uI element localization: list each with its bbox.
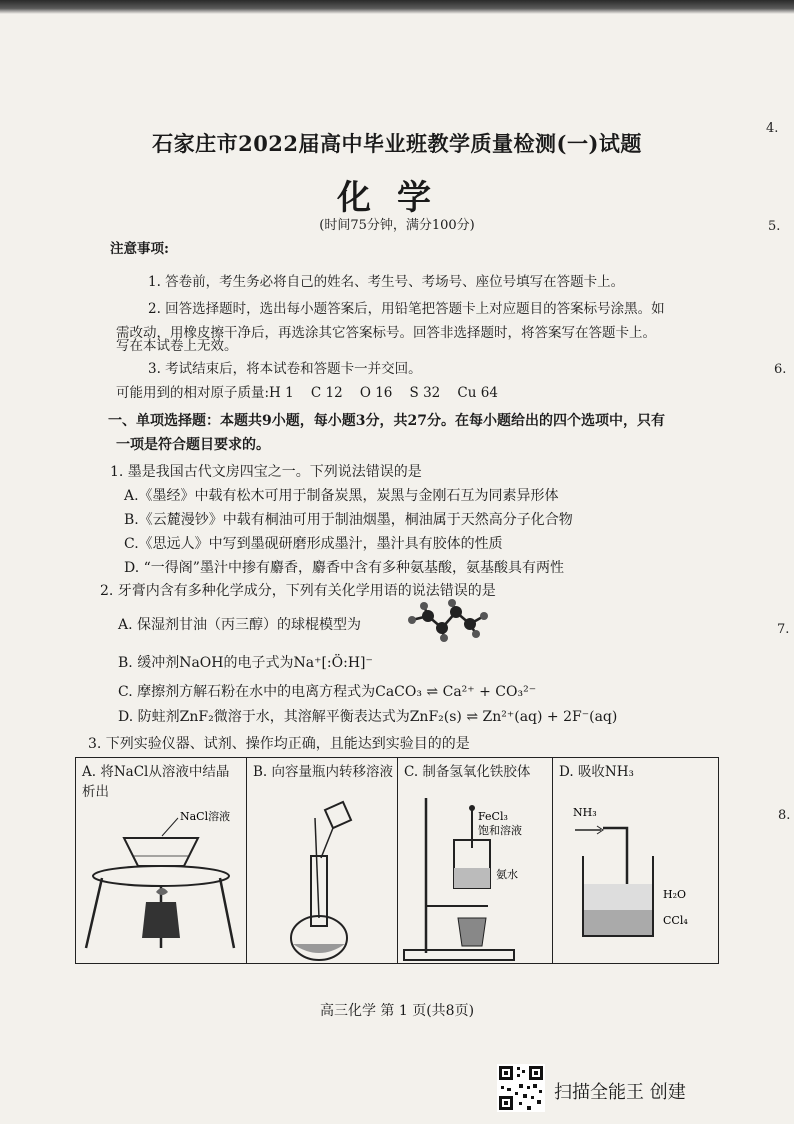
q2-stem: 2. 牙膏内含有多种化学成分，下列有关化学用语的说法错误的是: [100, 583, 496, 599]
q1-option-c: C.《思远人》中写到墨砚研磨形成墨汁，墨汁具有胶体的性质: [124, 536, 503, 552]
experiment-table: [75, 757, 719, 964]
water-label: H₂O: [663, 888, 687, 901]
experiment-d-label: D. 吸收NH₃: [559, 764, 634, 780]
q3-stem: 3. 下列实验仪器、试剂、操作均正确，且能达到实验目的的是: [88, 736, 470, 752]
notice-item-1: 1. 答卷前，考生务必将自己的姓名、考生号、考场号、座位号填写在答题卡上。: [148, 274, 625, 290]
glycerol-ball-stick-model: [398, 598, 494, 644]
q2-option-b: B. 缓冲剂NaOH的电子式为Na⁺[:Ö:H]⁻: [118, 655, 373, 671]
q2-option-d: D. 防蛀剂ZnF₂微溶于水，其溶解平衡表达式为ZnF₂(s) ⇌ Zn²⁺(aq) + 2F⁻(aq): [118, 709, 618, 725]
q1-option-a: A.《墨经》中载有松木可用于制备炭黑，炭黑与金刚石互为同素异形体: [124, 488, 559, 504]
qr-code-icon: [497, 1064, 545, 1112]
notice-item-3: 3. 考试结束后，将本试卷和答题卡一并交回。: [148, 361, 422, 377]
fecl3-label: FeCl₃: [478, 810, 508, 823]
saturated-solution-label: 饱和溶液: [478, 824, 522, 837]
ccl4-label: CCl₄: [663, 914, 688, 927]
experiment-a-label: A. 将NaCl从溶液中结晶析出: [82, 764, 230, 800]
q1-option-d: D. “一得阁”墨汁中掺有麝香，麝香中含有多种氨基酸，氨基酸具有两性: [124, 560, 564, 576]
experiment-cell-b: [247, 758, 398, 963]
exam-title: 石家庄市2022届高中毕业班教学质量检测(一)试题: [152, 131, 642, 156]
subject-title: 化学: [337, 178, 457, 218]
margin-number-5: 5.: [768, 219, 781, 234]
experiment-c-label: C. 制备氢氧化铁胶体: [404, 764, 531, 780]
margin-number-7: 7.: [777, 622, 790, 637]
notice-item-2-line3: 写在本试卷上无效。: [116, 338, 238, 354]
section-1-heading-line1: 一、单项选择题：本题共9小题，每小题3分，共27分。在每小题给出的四个选项中，只有: [108, 413, 665, 429]
nacl-solution-label: NaCl溶液: [180, 810, 231, 823]
page-footer: 高三化学 第 1 页(共8页): [319, 1003, 475, 1019]
atomic-masses: 可能用到的相对原子质量:H 1 C 12 O 16 S 32 Cu 64: [116, 385, 498, 401]
experiment-cell-a: [76, 758, 247, 963]
notice-heading: 注意事项:: [110, 241, 169, 257]
evaporating-dish-apparatus: [76, 798, 246, 963]
nh3-label: NH₃: [573, 806, 597, 819]
experiment-cell-c: [398, 758, 553, 963]
section-1-heading-line2: 一项是符合题目要求的。: [116, 437, 270, 453]
time-note: (时间75分钟，满分100分): [319, 218, 475, 233]
notice-item-2-line2: 需改动，用橡皮擦干净后，再选涂其它答案标号。回答非选择题时，将答案写在答题卡上。: [116, 325, 656, 341]
gas-absorption-apparatus: [553, 798, 716, 963]
margin-number-4: 4.: [766, 121, 779, 136]
volumetric-flask-apparatus: [247, 798, 397, 963]
experiment-cell-d: [553, 758, 717, 963]
margin-number-6: 6.: [774, 362, 787, 377]
scanner-watermark: 扫描全能王 创建: [554, 1082, 686, 1103]
q1-option-b: B.《云麓漫钞》中载有桐油可用于制油烟墨，桐油属于天然高分子化合物: [124, 512, 573, 528]
experiment-b-label: B. 向容量瓶内转移溶液: [253, 764, 394, 780]
q2-option-c: C. 摩擦剂方解石粉在水中的电离方程式为CaCO₃ ⇌ Ca²⁺ + CO₃²⁻: [118, 684, 537, 700]
margin-number-8: 8.: [778, 808, 791, 823]
q1-stem: 1. 墨是我国古代文房四宝之一。下列说法错误的是: [110, 464, 422, 480]
notice-item-2-line1: 2. 回答选择题时，选出每小题答案后，用铅笔把答题卡上对应题目的答案标号涂黑。如: [148, 301, 665, 317]
q2-option-a: A. 保湿剂甘油（丙三醇）的球棍模型为: [118, 617, 362, 633]
ammonia-water-label: 氨水: [496, 868, 518, 881]
colloid-preparation-apparatus: [398, 798, 552, 963]
